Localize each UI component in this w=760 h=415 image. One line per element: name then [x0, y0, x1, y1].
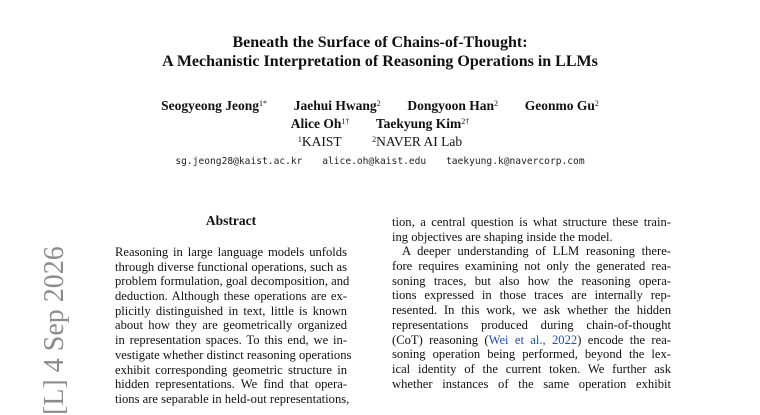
abstract-line: exhibit corresponding geometric structure in: [115, 362, 347, 377]
affiliation-name: NAVER AI Lab: [376, 134, 463, 149]
paper-title-line-2: A Mechanistic Interpretation of Reasoning Operations in LLMs: [162, 53, 598, 70]
arxiv-sidebar-text: [L] 4 Sep 2026: [39, 246, 70, 415]
intro-line: whether instances of the same operation exhibit: [392, 376, 671, 391]
author-name: Jaehui Hwang: [293, 98, 377, 113]
abstract-line: problem formulation, goal decomposition, and: [115, 274, 350, 289]
email-link[interactable]: sg.jeong28@kaist.ac.kr: [175, 156, 303, 167]
email-link[interactable]: taekyung.k@navercorp.com: [445, 156, 585, 167]
intro-line: ing objectives are shaping inside the model.: [392, 229, 613, 244]
author-name: Seogyeong Jeong: [161, 98, 259, 113]
author-list-row-1: [0, 98, 760, 114]
abstract-heading: Abstract: [205, 213, 257, 228]
author-affil-mark: 1†: [341, 117, 350, 126]
abstract-line: hidden representations. We find that opera-: [115, 377, 347, 392]
intro-line: ical identity of the current token. We further ask: [392, 361, 671, 376]
author-name: Geonmo Gu: [524, 98, 595, 113]
paper-title-line-1: Beneath the Surface of Chains-of-Thought:: [232, 34, 528, 51]
affiliation-name: KAIST: [301, 134, 342, 149]
intro-text: (CoT) reasoning (: [392, 332, 489, 347]
intro-line: soning traces, but also how the reasoning opera-: [392, 273, 671, 288]
intro-line: representations produced during chain-of-thought: [392, 317, 671, 332]
author-list-row-2: [0, 116, 760, 132]
intro-line-with-citation: [392, 333, 671, 348]
author-name: Alice Oh: [290, 116, 342, 131]
intro-line: tions expressed in those traces are internally rep-: [392, 288, 671, 303]
affiliations: [0, 134, 760, 150]
abstract-body: [115, 245, 352, 407]
abstract-line: about how they are geometrically organized: [115, 318, 347, 333]
author-affil-mark: 2: [494, 99, 499, 108]
author-affil-mark: 1*: [258, 99, 267, 108]
intro-line: resented. In this work, we ask whether the hidden: [392, 303, 671, 318]
affil-mark: 1: [297, 135, 302, 144]
intro-body: [392, 215, 671, 391]
abstract-line: tions are separable in held-out representations,: [115, 391, 350, 406]
email-link[interactable]: alice.oh@kaist.edu: [322, 156, 427, 167]
intro-line: soning operation being performed, beyond the lex-: [392, 347, 671, 362]
abstract-line: vestigate whether distinct reasoning operations: [115, 347, 352, 362]
author-name: Taekyung Kim: [375, 116, 462, 131]
author-emails: [0, 156, 760, 168]
author-affil-mark: 2: [594, 99, 599, 108]
author-affil-mark: 2†: [461, 117, 470, 126]
abstract-line: through diverse functional operations, such as: [115, 259, 347, 274]
abstract-line: in representation spaces. To this end, we in-: [115, 333, 347, 348]
abstract-line: deduction. Although these operations are ex-: [115, 289, 347, 304]
arxiv-sidebar: [20, 246, 70, 415]
abstract-line: plicitly distinguished in text, little is known: [115, 303, 347, 318]
intro-line: tion, a central question is what structure these train-: [392, 215, 671, 229]
author-name: Dongyoon Han: [407, 98, 495, 113]
abstract-line: Reasoning in large language models unfolds: [115, 245, 347, 259]
citation-link[interactable]: Wei et al., 2022: [488, 332, 578, 347]
intro-line: A deeper understanding of LLM reasoning there-: [402, 244, 671, 259]
author-affil-mark: 2: [376, 99, 381, 108]
intro-text: ) encode the rea-: [577, 332, 671, 347]
affil-mark: 2: [372, 135, 377, 144]
intro-line: fore requires examining not only the generated rea-: [392, 259, 671, 274]
